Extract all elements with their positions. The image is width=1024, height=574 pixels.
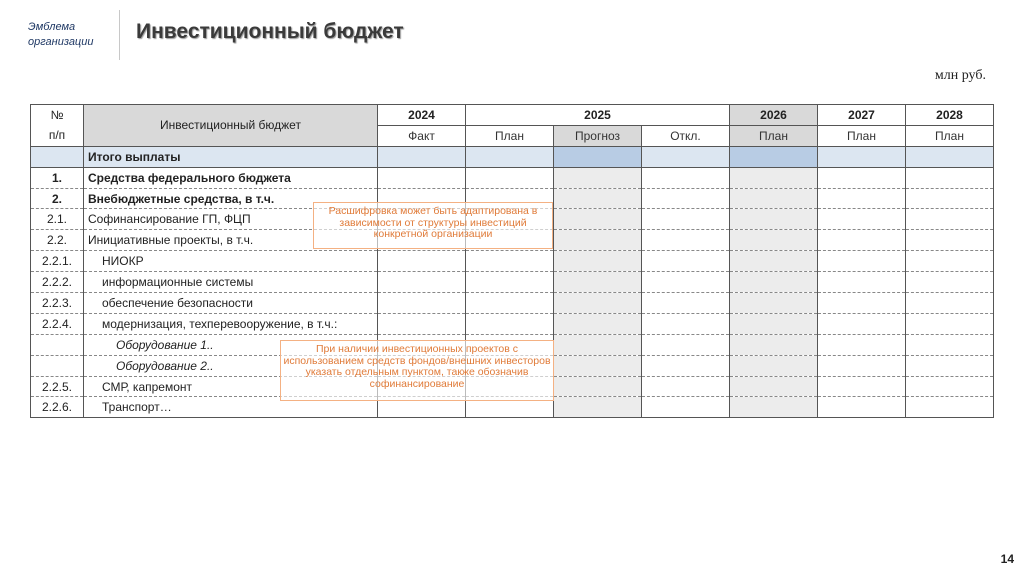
cell[interactable] <box>554 251 642 272</box>
row-name: Итого выплаты <box>84 146 378 167</box>
cell[interactable] <box>642 376 730 397</box>
cell[interactable] <box>906 397 994 418</box>
row-num: 2.2.6. <box>31 397 84 418</box>
page-title: Инвестиционный бюджет <box>136 20 404 43</box>
row-num <box>31 334 84 355</box>
cell[interactable] <box>730 397 818 418</box>
table-row <box>31 313 994 334</box>
row-num <box>31 146 84 167</box>
table-row <box>31 146 994 167</box>
cell[interactable] <box>642 313 730 334</box>
cell[interactable] <box>906 334 994 355</box>
cell[interactable] <box>730 230 818 251</box>
cell[interactable] <box>466 146 554 167</box>
cell[interactable] <box>730 272 818 293</box>
cell[interactable] <box>906 146 994 167</box>
row-name: модернизация, техперевооружение, в т.ч.: <box>84 313 378 334</box>
cell[interactable] <box>818 313 906 334</box>
cell[interactable] <box>818 146 906 167</box>
row-num: 2.2.1. <box>31 251 84 272</box>
cell[interactable] <box>554 230 642 251</box>
cell[interactable] <box>554 334 642 355</box>
cell[interactable] <box>818 251 906 272</box>
cell[interactable] <box>906 376 994 397</box>
units-label: млн руб. <box>934 68 986 83</box>
header-plan-2027: План <box>818 125 906 146</box>
cell[interactable] <box>906 355 994 376</box>
table-row <box>31 272 994 293</box>
row-name: СМР, капремонт <box>84 376 378 397</box>
cell[interactable] <box>554 397 642 418</box>
row-name: Средства федерального бюджета <box>84 167 378 188</box>
row-num: 2.2. <box>31 230 84 251</box>
header-row-years <box>31 105 994 126</box>
cell[interactable] <box>642 209 730 230</box>
cell[interactable] <box>642 334 730 355</box>
cell[interactable] <box>730 293 818 314</box>
cell[interactable] <box>906 272 994 293</box>
cell[interactable] <box>378 146 466 167</box>
cell[interactable] <box>906 293 994 314</box>
header-year-2025: 2025 <box>466 105 730 126</box>
cell[interactable] <box>554 376 642 397</box>
row-num: 2.1. <box>31 209 84 230</box>
header-plan-2028: План <box>906 125 994 146</box>
cell[interactable] <box>466 251 554 272</box>
cell[interactable] <box>642 355 730 376</box>
header-divider <box>119 10 120 60</box>
header-plan-2026: План <box>730 125 818 146</box>
cell[interactable] <box>554 167 642 188</box>
header-fact: Факт <box>378 125 466 146</box>
header-num-line2: п/п <box>48 128 66 143</box>
cell[interactable] <box>642 397 730 418</box>
cell[interactable] <box>906 209 994 230</box>
cell[interactable] <box>906 188 994 209</box>
cell[interactable] <box>554 313 642 334</box>
cell[interactable] <box>906 167 994 188</box>
row-name: Внебюджетные средства, в т.ч. <box>84 188 378 209</box>
row-num: 2.2.4. <box>31 313 84 334</box>
cell[interactable] <box>730 334 818 355</box>
cell[interactable] <box>378 313 466 334</box>
row-num: 2.2.5. <box>31 376 84 397</box>
cell[interactable] <box>730 188 818 209</box>
header-forecast: Прогноз <box>554 125 642 146</box>
cell[interactable] <box>818 334 906 355</box>
table-row <box>31 251 994 272</box>
row-num <box>31 355 84 376</box>
row-name: Оборудование 2.. <box>84 355 378 376</box>
header-deviation: Откл. <box>642 125 730 146</box>
row-name: информационные системы <box>84 272 378 293</box>
cell[interactable] <box>818 293 906 314</box>
cell[interactable] <box>554 355 642 376</box>
header-year-2026: 2026 <box>730 105 818 126</box>
row-name: Транспорт… <box>84 397 378 418</box>
cell[interactable] <box>818 355 906 376</box>
row-name: обеспечение безопасности <box>84 293 378 314</box>
cell[interactable] <box>906 313 994 334</box>
cell[interactable] <box>818 376 906 397</box>
cell[interactable] <box>642 188 730 209</box>
logo-line-2: организации <box>28 36 94 48</box>
logo-line-1: Эмблема <box>28 21 76 33</box>
cell[interactable] <box>554 146 642 167</box>
row-name: Оборудование 1.. <box>84 334 378 355</box>
cell[interactable] <box>730 146 818 167</box>
cell[interactable] <box>818 397 906 418</box>
cell[interactable] <box>466 293 554 314</box>
header-year-2027: 2027 <box>818 105 906 126</box>
header-year-2028: 2028 <box>906 105 994 126</box>
cell[interactable] <box>378 251 466 272</box>
cell[interactable] <box>906 230 994 251</box>
cell[interactable] <box>554 293 642 314</box>
cell[interactable] <box>730 251 818 272</box>
cell[interactable] <box>818 188 906 209</box>
cell[interactable] <box>730 355 818 376</box>
cell[interactable] <box>554 188 642 209</box>
organization-emblem <box>28 20 118 50</box>
row-num: 1. <box>31 167 84 188</box>
header-plan-2025: План <box>466 125 554 146</box>
cell[interactable] <box>378 293 466 314</box>
cell[interactable] <box>730 209 818 230</box>
header-num <box>31 105 84 147</box>
cell[interactable] <box>730 167 818 188</box>
row-num: 2. <box>31 188 84 209</box>
cell[interactable] <box>554 272 642 293</box>
cell[interactable] <box>642 293 730 314</box>
row-name: НИОКР <box>84 251 378 272</box>
cell[interactable] <box>730 313 818 334</box>
row-name: Инициативные проекты, в т.ч. <box>84 230 378 251</box>
cell[interactable] <box>642 146 730 167</box>
table-row <box>31 293 994 314</box>
header-name: Инвестиционный бюджет <box>84 105 378 147</box>
cell[interactable] <box>554 209 642 230</box>
row-num: 2.2.2. <box>31 272 84 293</box>
cell[interactable] <box>818 272 906 293</box>
row-name: Софинансирование ГП, ФЦП <box>84 209 378 230</box>
cell[interactable] <box>378 167 466 188</box>
header-num-line1: № <box>50 108 64 123</box>
cell[interactable] <box>642 167 730 188</box>
page-number: 14 <box>1000 552 1014 566</box>
cell[interactable] <box>642 272 730 293</box>
cell[interactable] <box>642 251 730 272</box>
cell[interactable] <box>818 209 906 230</box>
structure-note-callout: Расшифровка может быть адаптирована в зависимости от структуры инвестиций конкретной организации <box>313 202 553 249</box>
table-row <box>31 167 994 188</box>
cell[interactable] <box>818 230 906 251</box>
cell[interactable] <box>906 251 994 272</box>
cell[interactable] <box>730 376 818 397</box>
investors-note-callout: При наличии инвестиционных проектов с использованием средств фондов/внешних инвесторов указать отдельным пунктом, также обозначив софинансирование <box>280 340 554 401</box>
header-year-2024: 2024 <box>378 105 466 126</box>
cell[interactable] <box>378 272 466 293</box>
cell[interactable] <box>466 313 554 334</box>
cell[interactable] <box>818 167 906 188</box>
row-num: 2.2.3. <box>31 293 84 314</box>
cell[interactable] <box>466 167 554 188</box>
cell[interactable] <box>642 230 730 251</box>
cell[interactable] <box>466 272 554 293</box>
